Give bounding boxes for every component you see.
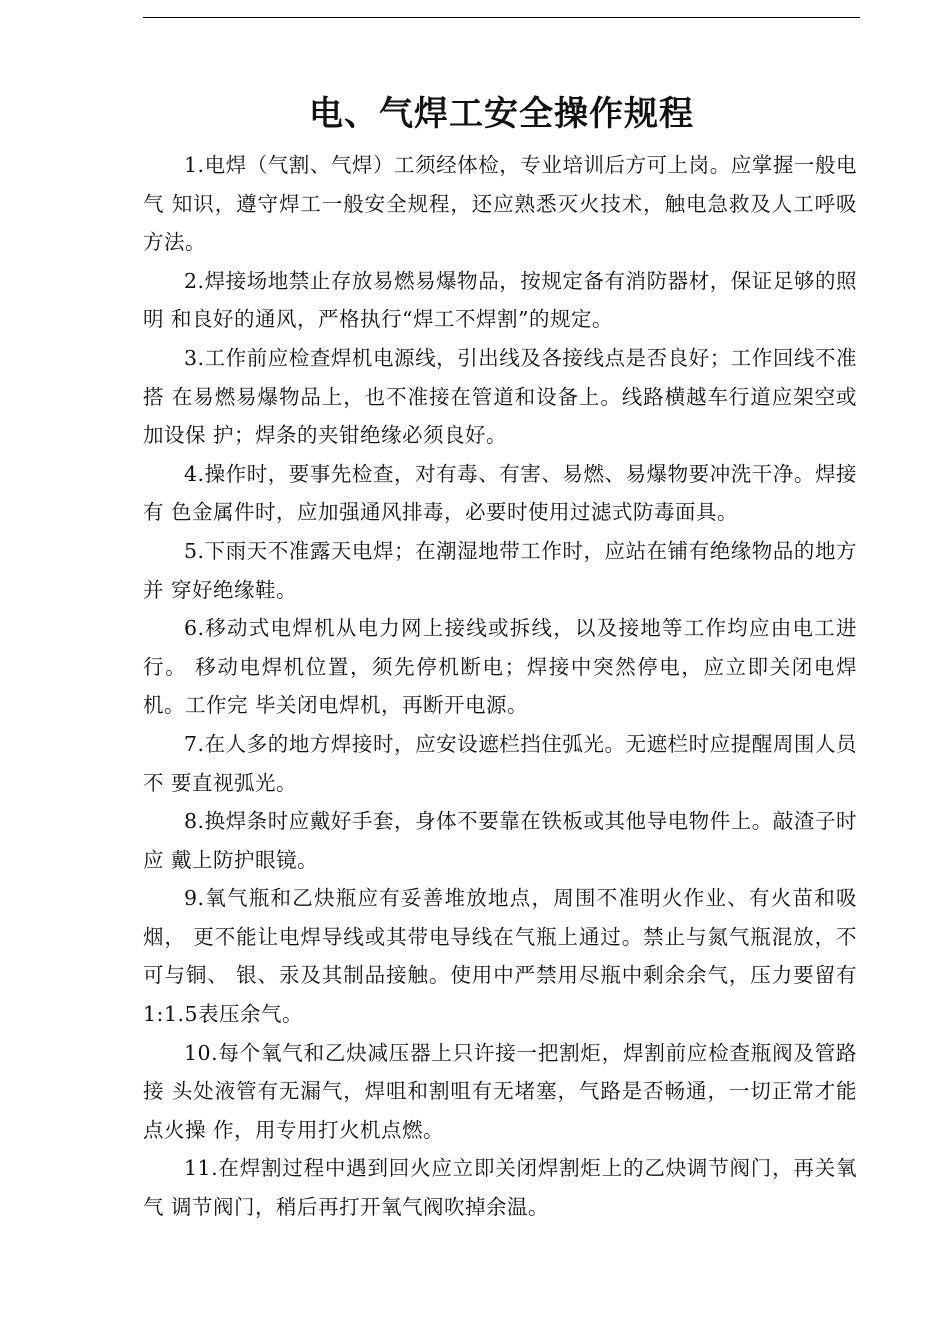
rule-paragraph-7: 7.在人多的地方焊接时，应安设遮栏挡住弧光。无遮栏时应提醒周围人员不 要直视弧光。 (143, 731, 857, 795)
rule-paragraph-8: 8.换焊条时应戴好手套，身体不要靠在铁板或其他导电物件上。敲渣子时应 戴上防护眼镜。 (143, 809, 857, 872)
rule-paragraph-4: 4.操作时，要事先检查，对有毒、有害、易燃、易爆物要冲洗干净。焊接有 色金属件时，应加强通风排毒，必要时使用过滤式防毒面具。 (143, 461, 857, 525)
document-body (143, 146, 857, 1227)
rule-paragraph-6: 6.移动式电焊机从电力网上接线或拆线，以及接地等工作均应由电工进行。 移动电焊机位置，须先停机断电；焊接中突然停电，应立即关闭电焊机。工作完 毕关闭电焊机，再断开电源。 (143, 616, 857, 718)
page-title: 电、气焊工安全操作规程 (309, 94, 694, 134)
rule-paragraph-3: 3.工作前应检查焊机电源线，引出线及各接线点是否良好；工作回线不准搭 在易燃易爆物品上，也不准接在管道和设备上。线路横越车行道应架空或加设保 护；焊条的夹钳绝缘必须良好。 (143, 345, 857, 448)
rule-paragraph-11: 11.在焊割过程中遇到回火应立即关闭焊割炬上的乙炔调节阀门，再关氧气 调节阀门，稍后再打开氧气阀吹掉余温。 (143, 1156, 857, 1220)
rule-paragraph-5: 5.下雨天不准露天电焊；在潮湿地带工作时，应站在铺有绝缘物品的地方并 穿好绝缘鞋。 (143, 538, 857, 602)
rule-paragraph-9: 9.氧气瓶和乙炔瓶应有妥善堆放地点，周围不准明火作业、有火苗和吸烟， 更不能让电焊导线或其带电导线在气瓶上通过。禁止与氮气瓶混放，不可与铜、 银、汞及其制品接触。使用中严禁用尽瓶中剩余余气，压力要留有1:1.5表压余气。 (143, 886, 857, 1027)
rule-paragraph-10: 10.每个氧气和乙炔减压器上只许接一把割炬，焊割前应检查瓶阀及管路接 头处液管有无漏气，焊咀和割咀有无堵塞，气路是否畅通，一切正常才能点火操 作，用专用打火机点燃。 (143, 1040, 857, 1142)
rule-paragraph-2: 2.焊接场地禁止存放易燃易爆物品，按规定备有消防器材，保证足够的照明 和良好的通风，严格执行“焊工不焊割”的规定。 (143, 268, 857, 332)
header-rule (143, 17, 860, 18)
rule-paragraph-1: 1.电焊（气割、气焊）工须经体检，专业培训后方可上岗。应掌握一般电气 知识，遵守焊工一般安全规程，还应熟悉灭火技术，触电急救及人工呼吸方法。 (143, 153, 857, 255)
